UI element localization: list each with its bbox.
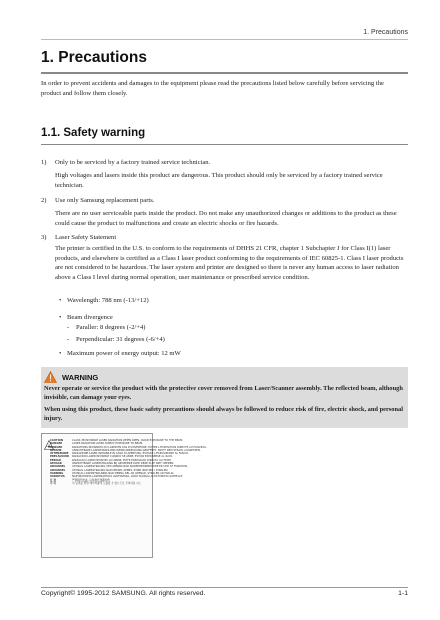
laser-label-row-key: VARNING — [50, 471, 64, 475]
laser-warning-label-image — [41, 433, 207, 558]
spec-perpendicular: Perpendicular: 31 degrees (-6/+4) — [76, 336, 165, 343]
item-title: Use only Samsung replacement parts. — [55, 197, 155, 204]
bullet-icon: • — [59, 350, 62, 357]
laser-label-row-key: GEVAAR — [50, 462, 62, 466]
laser-label-row-text: LASER RADIATION AVOID DIRECT EXPOSURE TO BEAM. — [72, 442, 144, 446]
chapter-title-divider — [41, 72, 408, 74]
laser-label-row-key: PRECAUCION — [50, 455, 69, 459]
laser-label-row-key: ADVARSEL — [50, 468, 66, 472]
laser-label-row-key: VAROITUS — [50, 475, 65, 479]
spec-wavelength: Wavelength: 788 nm (-13/+12) — [67, 297, 149, 304]
item-body: There are no user serviceable parts inside the product. Do not make any unauthorized changes or additions to the product as these could cause the product to malfunctions and create an electric shocks or fire hazards. — [55, 210, 397, 227]
item-body: The printer is certified in the U.S. to conform to the requirements of DHHS 21 CFR, chapter 1 Subchapter J for Class I(1) laser products, and elsewhere is certified as a Class I laser product conforming to the requirements of IEC 60825-1. Class I laser products are not considered to be hazardous. The laser system and printer are designed so there is never any human access to laser radiation above a Class I level during normal operation, user maintenance or prescribed service condition. — [55, 245, 404, 281]
section-title-divider — [41, 144, 408, 145]
laser-label-row-key: 注 意 — [50, 478, 57, 482]
section-title: 1.1. Safety warning — [41, 127, 146, 139]
warning-label: WARNING — [62, 372, 99, 382]
laser-label-row-text: RADIATIONS INVISIBLES DU LASER EN CAS D'OUVERTURE. EVITER L'EXPOSITION DIRECTE AU FAISCEAU. — [72, 445, 207, 449]
running-header: 1. Precautions — [363, 29, 408, 36]
laser-label-row-key: GEFAHR — [50, 448, 62, 452]
laser-label-row-key: ATTENZIONE — [50, 452, 69, 456]
laser-label-row-text: 이 덮개를 열면 레이저광에 노출될 수 있으므로 주의하십시오. — [72, 481, 142, 485]
dash-icon: - — [67, 324, 70, 331]
laser-label-row-text: NAKYMATONTA LASERSATEILYA AVATTAESSA. VARO SUORAA ALTISTUMISTA SATEELLE. — [72, 475, 184, 479]
spec-beam-divergence: Beam divergence — [67, 314, 113, 321]
item-number: 3) — [41, 234, 47, 241]
laser-label-row — [50, 482, 147, 485]
chapter-intro: In order to prevent accidents and damages to the equipment please read the precautions listed below carefully before servicing the product and follow them closely. — [41, 80, 384, 97]
laser-label-row-text: RADIACAO LASER INVISIVEL AO ABRIR. EVITE EXPOSICAO DIRECTA AO FEIXE. — [72, 458, 172, 462]
item-number: 2) — [41, 197, 47, 204]
laser-label-row-text: OSYNLIG LASERSTRALNING NAR DENNA DEL AR OPPNAD. STRALEN AR FARLIG. — [72, 471, 175, 475]
laser-label-rows — [50, 439, 207, 552]
spec-max-power: Maximum power of energy output: 12 mW — [67, 350, 181, 357]
footer-copyright: Copyright© 1995-2012 SAMSUNG. All rights reserved. — [41, 590, 206, 597]
laser-label-row-key: ADVARSEL — [50, 465, 66, 469]
laser-label-row-key: 주 의 — [50, 481, 56, 485]
laser-label-row-key: CAUTION — [50, 439, 64, 442]
item-number: 1) — [41, 159, 47, 166]
warning-text: Never operate or service the product with the protective cover removed from Laser/Scanner assembly. The reflected beam, although invisible, can damage your eyes. — [44, 385, 403, 401]
chapter-title: 1. Precautions — [41, 49, 147, 66]
item-title: Only to be serviced by a factory trained service technician. — [55, 159, 211, 166]
footer-page-number: 1-1 — [398, 590, 408, 597]
laser-label-row-text: RADIACION LASER INVISIBLE CUANDO SE ABRE. EVITAR EXPONERSE AL RAYO. — [72, 455, 173, 459]
laser-label-row-key: PERIGO — [50, 458, 61, 462]
bullet-icon: • — [59, 297, 62, 304]
dash-icon: - — [67, 336, 70, 343]
laser-label-row-text: UNSICHTBARE LASERSTRAHLUNG WENN ABDECKUNG GEOFFNET. NICHT DEM STRAHL AUSSETZEN. — [72, 448, 201, 452]
laser-label-row-text: RADIAZIONE LASER INVISIBILE IN CASO DI APERTURA. EVITARE L'ESPOSIZIONE AL FASCIO. — [72, 452, 189, 456]
footer-divider — [41, 587, 408, 588]
laser-label-row-text: CLASS 3B INVISIBLE LASER RADIATION WHEN OPEN. AVOID EXPOSURE TO THE BEAM. — [72, 439, 184, 442]
laser-label-row-key: DANGER — [50, 445, 63, 449]
laser-label-row-key: DANGER — [50, 442, 63, 446]
laser-label-row-text: USYNLIG LASERSTRALING VED ABNING NAR SIKKERHEDSBRYDERE ER UDE AF FUNKTION. — [72, 465, 188, 469]
item-body: High voltages and lasers inside this product are dangerous. This product should only be serviced by a factory trained service technician. — [55, 172, 383, 189]
header-divider — [41, 39, 408, 40]
laser-label-row-text: 严禁揭开此盖, 以免激光泄露灼伤 — [72, 478, 110, 482]
laser-label-row-text: USYNLIG LASERSTRALING NAR DEKSEL APNES. STIRR IKKE INN I STRALEN. — [72, 468, 169, 472]
warning-text: When using this product, these basic safety precautions should always be followed to reduce risk of fire, electric shock, and personal injury. — [44, 406, 404, 422]
laser-label-row-text: ONZICHTBARE LASERSTRALING BIJ GEOPENDE KLEP. DEZE KLEP NIET OPENEN. — [72, 462, 175, 466]
item-title: Laser Safety Statement — [55, 234, 117, 241]
warning-triangle-icon — [44, 371, 57, 383]
warning-header — [44, 371, 98, 383]
spec-parallel: Paraller: 8 degrees (-2/+4) — [76, 324, 146, 331]
bullet-icon: • — [59, 314, 62, 321]
